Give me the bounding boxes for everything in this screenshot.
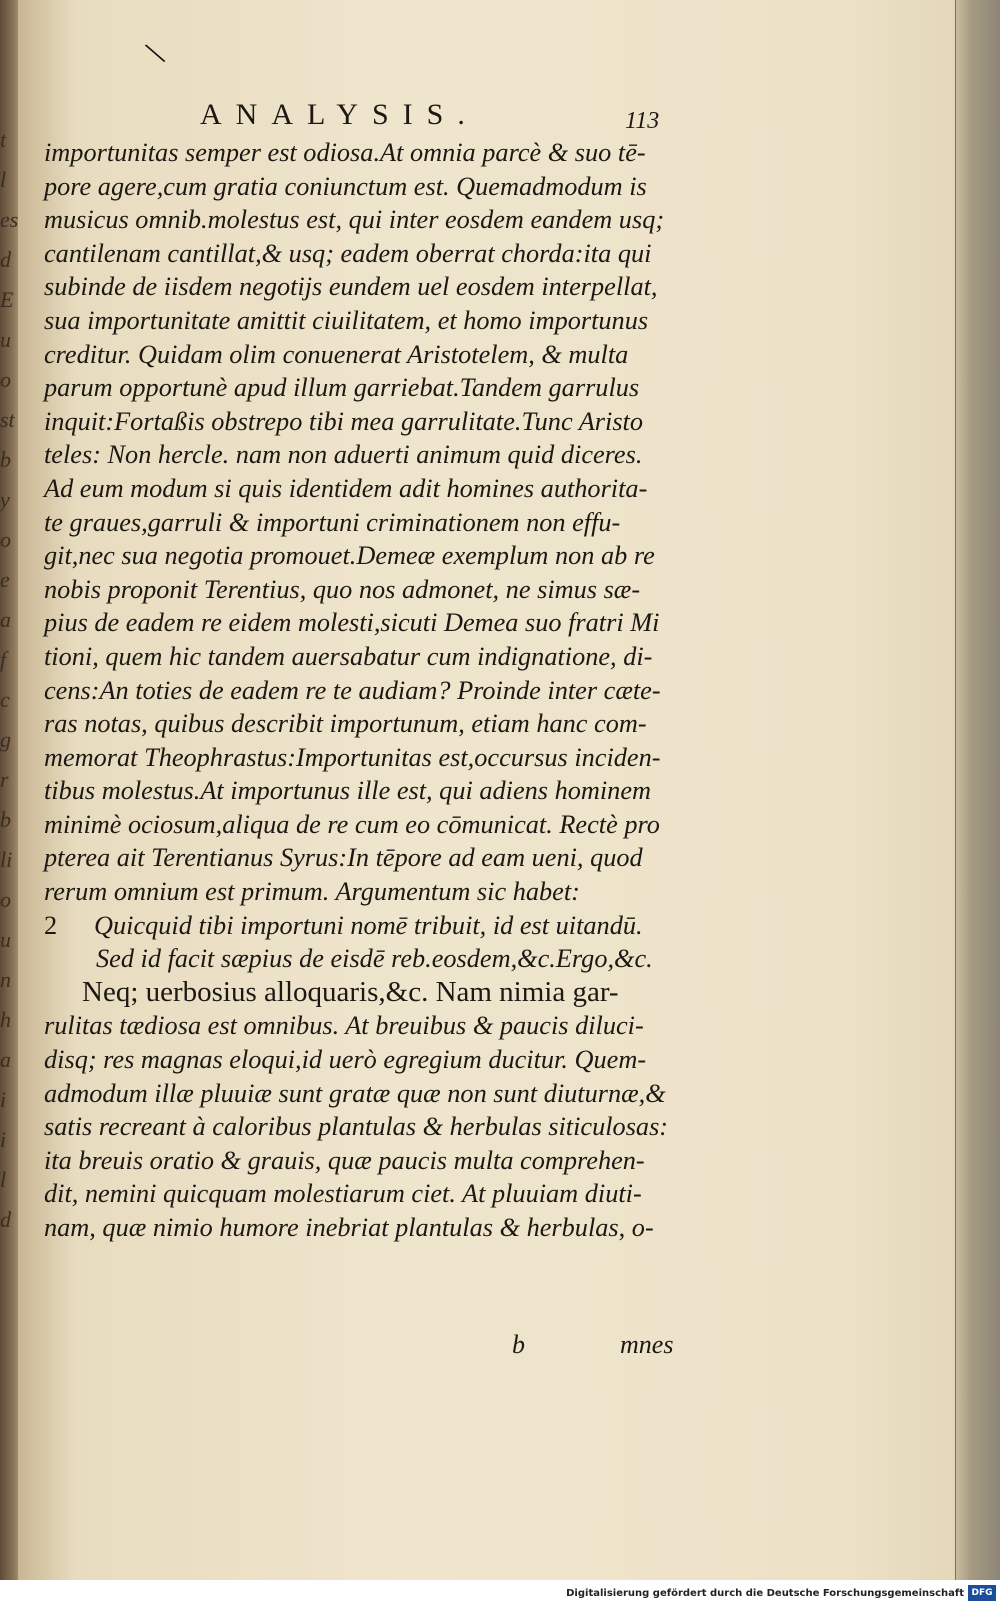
prev-page-fragment: o xyxy=(0,887,11,912)
prev-page-fragment: c xyxy=(0,687,10,712)
prev-page-fragment: st xyxy=(0,407,15,432)
prev-page-fragment: o xyxy=(0,367,11,392)
text-line: teles: Non hercle. nam non aduerti animum quid diceres. xyxy=(44,440,643,470)
page-right-edge xyxy=(955,0,1000,1580)
prev-page-fragment: a xyxy=(0,1047,11,1072)
text-line: cantilenam cantillat,& usq; eadem oberrat chorda:ita qui xyxy=(44,238,652,268)
syllogism-number: 2 xyxy=(44,910,58,940)
page-body-text xyxy=(44,136,704,1245)
prev-page-fragment: u xyxy=(0,927,11,952)
text-line: tibus molestus.At importunus ille est, qui adiens hominem xyxy=(44,776,651,806)
page-number: 113 xyxy=(625,108,660,134)
text-line: git,nec sua negotia promouet.Demeæ exemplum non ab re xyxy=(44,541,655,571)
text-line: ras notas, quibus describit importunum, etiam hanc com- xyxy=(44,709,647,739)
text-line: ita breuis oratio & grauis, quæ paucis multa comprehen- xyxy=(44,1145,645,1175)
text-line: rulitas tædiosa est omnibus. At breuibus & paucis diluci- xyxy=(44,1011,644,1041)
text-line: admodum illæ pluuiæ sunt gratæ quæ non sunt diuturnæ,& xyxy=(44,1078,666,1108)
text-line: te graues,garruli & importuni criminationem non effu- xyxy=(44,507,621,537)
text-line: dit, nemini quicquam molestiarum ciet. At pluuiam diuti- xyxy=(44,1179,642,1209)
margin-mark: \ xyxy=(140,33,170,73)
running-title: ANALYSIS. xyxy=(200,98,479,131)
text-line: minimè ociosum,aliqua de re cum eo cōmunicat. Rectè pro xyxy=(44,809,660,839)
text-line: inquit:Fortaßis obstrepo tibi mea garrulitate.Tunc Aristo xyxy=(44,406,644,436)
prev-page-fragment: h xyxy=(0,1007,11,1032)
prev-page-fragment: l xyxy=(0,1167,7,1192)
prev-page-fragment: b xyxy=(0,447,11,472)
text-line: pore agere,cum gratia coniunctum est. Quemadmodum is xyxy=(44,171,647,201)
previous-page-fragments xyxy=(0,120,18,1340)
prev-page-fragment: f xyxy=(0,647,7,672)
syllogism-minor-premise: Sed id facit sæpius de eisdē reb.eosdem,&c.Ergo,&c. xyxy=(96,944,653,974)
text-line: nobis proponit Terentius, quo nos admonet, ne simus sæ- xyxy=(44,574,641,604)
prev-page-fragment: l xyxy=(0,167,7,192)
signature-mark: b xyxy=(512,1330,525,1359)
catchword: mnes xyxy=(620,1330,674,1359)
prev-page-fragment: y xyxy=(0,487,10,512)
text-line: parum opportunè apud illum garriebat.Tandem garrulus xyxy=(44,373,640,403)
text-line: subinde de iisdem negotijs eundem uel eosdem interpellat, xyxy=(44,272,658,302)
text-line: tioni, quem hic tandem auersabatur cum indignatione, di- xyxy=(44,641,653,671)
prev-page-fragment: d xyxy=(0,1207,11,1232)
text-line: Ad eum modum si quis identidem adit homines authorita- xyxy=(44,473,648,503)
prev-page-fragment: a xyxy=(0,607,11,632)
prev-page-fragment: o xyxy=(0,527,11,552)
text-line: nam, quæ nimio humore inebriat plantulas & herbulas, o- xyxy=(44,1213,654,1242)
text-line: rerum omnium est primum. Argumentum sic habet: xyxy=(44,877,580,907)
prev-page-fragment: g xyxy=(0,727,11,752)
text-line: importunitas semper est odiosa.At omnia parcè & suo tē- xyxy=(44,138,646,167)
prev-page-fragment: r xyxy=(0,767,9,792)
paragraph-1 xyxy=(44,136,704,909)
syllogism xyxy=(44,909,704,976)
text-line: pius de eadem re eidem molesti,sicuti Demea suo fratri Mi xyxy=(44,608,660,638)
paragraph-lemma-line: Neq; uerbosius alloquaris,&c. Nam nimia gar- xyxy=(82,975,619,1008)
prev-page-fragment: E xyxy=(0,287,14,312)
text-line: musicus omnib.molestus est, qui inter eosdem eandem usq; xyxy=(44,205,665,235)
prev-page-fragment: u xyxy=(0,327,11,352)
text-line: disq; res magnas eloqui,id uerò egregium ducitur. Quem- xyxy=(44,1045,647,1075)
prev-page-fragment: li xyxy=(0,847,13,872)
prev-page-fragment: t xyxy=(0,127,7,152)
syllogism-line-text: Quicquid tibi importuni nomē tribuit, id est uitandū. xyxy=(94,910,643,940)
paragraph-2 xyxy=(44,976,704,1245)
prev-page-fragment: i xyxy=(0,1127,7,1152)
prev-page-fragment: e xyxy=(0,567,10,592)
prev-page-fragment: b xyxy=(0,807,11,832)
text-line: creditur. Quidam olim conuenerat Aristotelem, & multa xyxy=(44,339,629,369)
prev-page-fragment: d xyxy=(0,247,11,272)
text-line: cens:An toties de eadem re te audiam? Proinde inter cæte- xyxy=(44,675,661,705)
funding-credit: Digitalisierung gefördert durch die Deutsche Forschungsgemeinschaft xyxy=(566,1588,964,1599)
text-line: pterea ait Terentianus Syrus:In tēpore ad eam ueni, quod xyxy=(44,843,643,873)
prev-page-fragment: i xyxy=(0,1087,7,1112)
prev-page-fragment: n xyxy=(0,967,11,992)
footer-bar xyxy=(0,1580,1000,1610)
text-line: sua importunitate amittit ciuilitatem, et homo importunus xyxy=(44,305,649,335)
syllogism-major-premise xyxy=(44,909,704,943)
dfg-logo: DFG xyxy=(968,1585,996,1601)
text-line: memorat Theophrastus:Importunitas est,occursus inciden- xyxy=(44,742,661,772)
text-line: satis recreant à caloribus plantulas & herbulas siticulosas: xyxy=(44,1112,669,1142)
prev-page-fragment: es xyxy=(0,207,19,232)
